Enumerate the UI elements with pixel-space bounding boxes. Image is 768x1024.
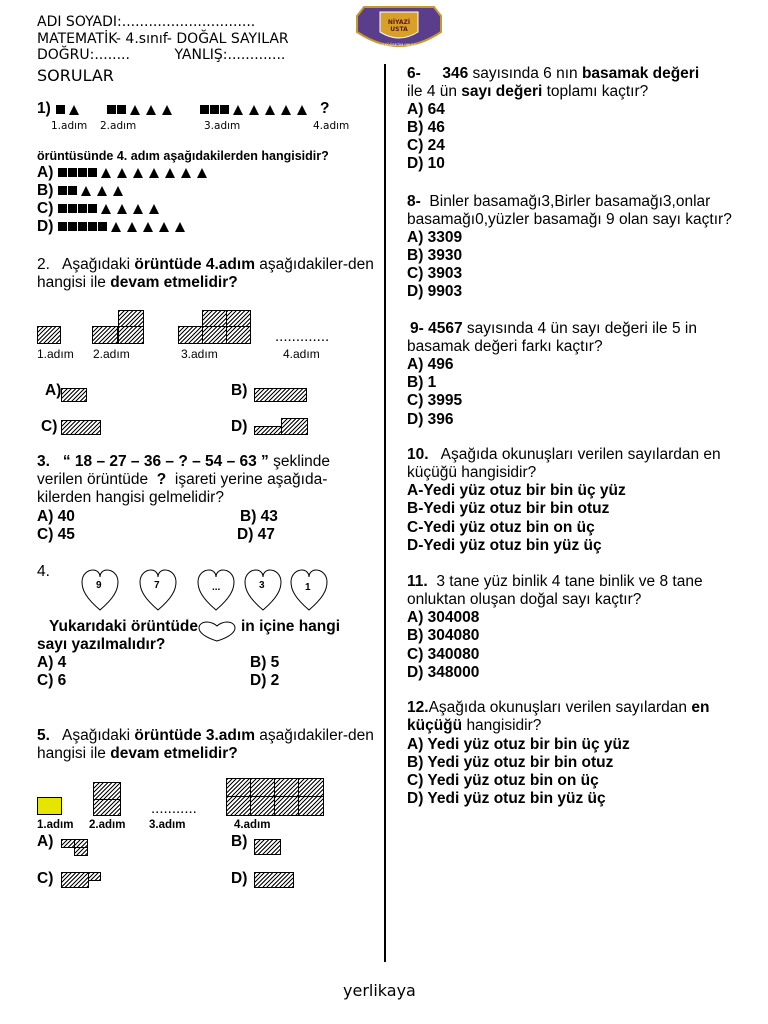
square-shape xyxy=(58,204,67,213)
q4-number: 4. xyxy=(37,563,50,580)
q10-option-a[interactable]: A-Yedi yüz otuz bir bin üç yüz xyxy=(407,482,626,499)
triangle-shape xyxy=(165,168,175,178)
q9-option-c[interactable]: C) 3995 xyxy=(407,392,463,409)
q9-option-b[interactable]: B) 1 xyxy=(407,374,437,391)
triangle-shape xyxy=(81,186,91,196)
score-line: DOĞRU:........ YANLIŞ:............. xyxy=(37,47,286,63)
q1-option-c[interactable] xyxy=(37,200,162,218)
q1-pattern xyxy=(56,101,310,119)
q12-option-d[interactable]: D) Yedi yüz otuz bin yüz üç xyxy=(407,790,606,807)
q2-option-d-figure xyxy=(254,418,308,435)
triangle-shape xyxy=(181,168,191,178)
q4-small-heart xyxy=(198,621,236,643)
q8-option-b[interactable]: B) 3930 xyxy=(407,247,463,264)
triangle-shape xyxy=(111,222,121,232)
svg-text:İLKÖĞRETİM OKULU: İLKÖĞRETİM OKULU xyxy=(381,43,417,47)
q3-line-3: kilerden hangisi gelmelidir? xyxy=(37,489,224,506)
page-title: SORULAR xyxy=(37,66,114,85)
q2-step-1: 1.adım xyxy=(37,347,74,361)
square-shape xyxy=(58,186,67,195)
triangle-shape xyxy=(101,168,111,178)
triangle-shape xyxy=(143,222,153,232)
q2-step-2: 2.adım xyxy=(93,347,130,361)
q11-option-d[interactable]: D) 348000 xyxy=(407,664,480,681)
square-shape xyxy=(88,168,97,177)
square-shape xyxy=(78,222,87,231)
q4-option-d[interactable]: D) 2 xyxy=(250,672,280,689)
q10-option-c[interactable]: C-Yedi yüz otuz bin on üç xyxy=(407,519,595,536)
q1-option-label: B) xyxy=(37,182,58,199)
q2-option-a-figure xyxy=(61,388,87,402)
square-shape xyxy=(68,204,77,213)
q8-option-a[interactable]: A) 3309 xyxy=(407,229,463,246)
q3-option-d[interactable]: D) 47 xyxy=(237,526,275,543)
triangle-shape xyxy=(117,168,127,178)
q8-line-2: basamağı0,yüzler basamağı 9 olan sayı kaçtır? xyxy=(407,211,732,228)
column-divider xyxy=(384,64,386,962)
q5-option-d-figure xyxy=(254,872,294,888)
q2-step-3: 3.adım xyxy=(181,347,218,361)
square-shape xyxy=(68,168,77,177)
q12-option-b[interactable]: B) Yedi yüz otuz bir bin otuz xyxy=(407,754,614,771)
q1-step-1: 1.adım xyxy=(51,120,88,132)
square-shape xyxy=(88,222,97,231)
square-shape xyxy=(68,186,77,195)
q4-option-a[interactable]: A) 4 xyxy=(37,654,67,671)
subject-line: MATEMATİK- 4.sınıf- DOĞAL SAYILAR xyxy=(37,31,289,47)
square-shape xyxy=(78,204,87,213)
square-shape xyxy=(58,222,67,231)
q2-option-d[interactable]: D) xyxy=(231,418,248,435)
q5-line-2: hangisi ile devam etmelidir? xyxy=(37,745,238,762)
footer-author: yerlikaya xyxy=(343,981,416,1000)
q1-option-d[interactable] xyxy=(37,218,188,236)
q2-line-1: 2. Aşağıdaki örüntüde 4.adım aşağıdakiler-den xyxy=(37,256,374,273)
q6-option-a[interactable]: A) 64 xyxy=(407,101,445,118)
triangle-shape xyxy=(133,168,143,178)
q3-line-2: verilen örüntüde ? işareti yerine aşağıda- xyxy=(37,471,328,488)
q4-text-pre: Yukarıdaki örüntüde xyxy=(49,618,199,635)
square-shape xyxy=(88,204,97,213)
triangle-shape xyxy=(197,168,207,178)
q8-line-1: 8- Binler basamağı3,Birler basamağı3,onlar xyxy=(407,193,711,210)
q5-option-c[interactable]: C) xyxy=(37,870,54,887)
q6-line-2: ile 4 ün sayı değeri toplamı kaçtır? xyxy=(407,83,649,100)
q9-line-1: 9- 4567 sayısında 4 ün sayı değeri ile 5 in xyxy=(410,320,697,337)
q6-option-c[interactable]: C) 24 xyxy=(407,137,445,154)
q9-option-d[interactable]: D) 396 xyxy=(407,411,454,428)
square-shape xyxy=(98,222,107,231)
q5-option-b-figure xyxy=(254,839,281,855)
q11-option-c[interactable]: C) 340080 xyxy=(407,646,480,663)
q2-step-4: 4.adım xyxy=(283,347,320,361)
q2-option-c[interactable]: C) xyxy=(41,418,58,435)
square-shape xyxy=(78,168,87,177)
q1-number: 1) xyxy=(37,100,51,117)
triangle-shape xyxy=(97,186,107,196)
triangle-shape xyxy=(101,204,111,214)
q10-line-1: 10. Aşağıda okunuşları verilen sayılardan en xyxy=(407,446,721,463)
q4-heart-5: 1 xyxy=(305,582,311,593)
q4-text-post: in içine hangi xyxy=(241,618,341,635)
q3-line-1: 3. “ 18 – 27 – 36 – ? – 54 – 63 ” şeklinde xyxy=(37,453,330,470)
triangle-shape xyxy=(175,222,185,232)
q5-step1-block xyxy=(37,797,62,815)
q2-step3-blocks xyxy=(178,310,252,344)
q4-heart-2: 7 xyxy=(154,580,160,591)
q5-dots: ........... xyxy=(151,800,197,817)
q1-step-4: 4.adım xyxy=(313,120,350,132)
q9-option-a[interactable]: A) 496 xyxy=(407,356,454,373)
q2-option-a[interactable]: A) xyxy=(45,382,62,399)
q5-step4-blocks xyxy=(226,778,324,816)
name-line: ADI SOYADI:.............................. xyxy=(37,14,256,30)
q2-line-2: hangisi ile devam etmelidir? xyxy=(37,274,238,291)
triangle-shape xyxy=(159,222,169,232)
triangle-shape xyxy=(117,204,127,214)
q11-line-2: onluktan oluşan doğal sayı kaçtır? xyxy=(407,591,642,608)
q9-line-2: basamak değeri farkı kaçtır? xyxy=(407,338,603,355)
q4-heart-1: 9 xyxy=(96,580,102,591)
q5-option-a[interactable]: A) xyxy=(37,833,54,850)
q4-heart-4: 3 xyxy=(259,580,265,591)
school-logo xyxy=(354,4,444,54)
triangle-shape xyxy=(127,222,137,232)
q6-line-1: 6- 346 sayısında 6 nın basamak değeri xyxy=(407,65,700,82)
q5-option-d[interactable]: D) xyxy=(231,870,248,887)
q10-option-b[interactable]: B-Yedi yüz otuz bir bin otuz xyxy=(407,500,610,517)
triangle-shape xyxy=(149,168,159,178)
q6-option-b[interactable]: B) 46 xyxy=(407,119,445,136)
q1-option-b[interactable] xyxy=(37,182,126,200)
q1-step-2: 2.adım xyxy=(100,120,137,132)
triangle-shape xyxy=(149,204,159,214)
q3-option-a[interactable]: A) 40 xyxy=(37,508,75,525)
q2-option-b[interactable]: B) xyxy=(231,382,248,399)
q11-option-a[interactable]: A) 304008 xyxy=(407,609,480,626)
q1-option-label: C) xyxy=(37,200,58,217)
q3-option-c[interactable]: C) 45 xyxy=(37,526,75,543)
q2-option-c-figure xyxy=(61,420,101,435)
q5-option-c-figure xyxy=(61,872,101,888)
q1-question-mark: ? xyxy=(320,100,330,117)
q4-option-b[interactable]: B) 5 xyxy=(250,654,280,671)
q2-step1-block xyxy=(37,326,61,344)
q4-option-c[interactable]: C) 6 xyxy=(37,672,67,689)
q12-option-a[interactable]: A) Yedi yüz otuz bir bin üç yüz xyxy=(407,736,630,753)
q5-step2-blocks xyxy=(93,782,121,816)
q10-line-2: küçüğü hangisidir? xyxy=(407,464,537,481)
q5-line-1: 5. Aşağıdaki örüntüde 3.adım aşağıdakiler-den xyxy=(37,727,374,744)
q6-option-d[interactable]: D) 10 xyxy=(407,155,445,172)
q5-step-3: 3.adım xyxy=(149,819,186,831)
q5-step-1: 1.adım xyxy=(37,819,74,831)
q1-option-a[interactable] xyxy=(37,164,210,182)
q5-step-4: 4.adım xyxy=(234,819,271,831)
q1-option-label: A) xyxy=(37,164,58,181)
q4-hearts xyxy=(80,568,340,614)
q2-option-b-figure xyxy=(254,388,307,402)
q3-option-b[interactable]: B) 43 xyxy=(240,508,278,525)
q11-line-1: 11. 3 tane yüz binlik 4 tane binlik ve 8 tane xyxy=(407,573,703,590)
q5-step-2: 2.adım xyxy=(89,819,126,831)
q2-step2-blocks xyxy=(92,310,144,344)
q12-line-1: 12.Aşağıda okunuşları verilen sayılardan en xyxy=(407,699,710,716)
q1-question: örüntüsünde 4. adım aşağıdakilerden hangisidir? xyxy=(37,149,329,163)
triangle-shape xyxy=(113,186,123,196)
square-shape xyxy=(68,222,77,231)
q5-option-b[interactable]: B) xyxy=(231,833,248,850)
q12-option-c[interactable]: C) Yedi yüz otuz bin on üç xyxy=(407,772,599,789)
q5-option-a-figure xyxy=(61,839,89,856)
q1-option-label: D) xyxy=(37,218,58,235)
q11-option-b[interactable]: B) 304080 xyxy=(407,627,480,644)
square-shape xyxy=(58,168,67,177)
q8-option-d[interactable]: D) 9903 xyxy=(407,283,463,300)
q4-line-2: sayı yazılmalıdır? xyxy=(37,636,166,653)
q8-option-c[interactable]: C) 3903 xyxy=(407,265,463,282)
q2-dots: ............. xyxy=(275,328,330,345)
q1-step-3: 3.adım xyxy=(204,120,241,132)
q4-heart-3: ... xyxy=(212,582,221,593)
q10-option-d[interactable]: D-Yedi yüz otuz bin yüz üç xyxy=(407,537,602,554)
q12-line-2: küçüğü hangisidir? xyxy=(407,717,542,734)
triangle-shape xyxy=(133,204,143,214)
svg-text:USTA: USTA xyxy=(390,26,408,33)
svg-text:NİYAZİ: NİYAZİ xyxy=(387,19,411,26)
